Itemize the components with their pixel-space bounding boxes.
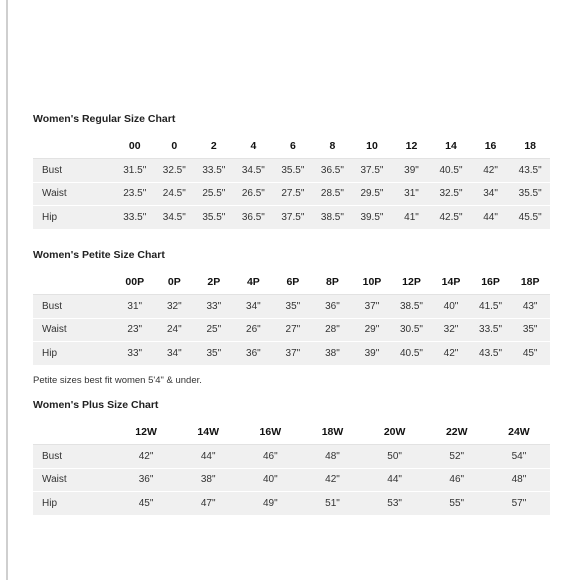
table-row — [33, 206, 550, 230]
table-row — [33, 445, 550, 469]
measure-cell: 36" — [313, 295, 353, 319]
plus-header-row — [33, 420, 550, 445]
petite-header-row — [33, 270, 550, 295]
measure-cell: 40.5" — [392, 342, 432, 366]
measure-cell: 36" — [115, 468, 177, 492]
row-label: Waist — [33, 318, 115, 342]
measure-cell: 24.5" — [155, 182, 195, 206]
size-header: 2 — [194, 134, 234, 159]
size-header: 12 — [392, 134, 432, 159]
left-border — [6, 0, 8, 580]
size-header: 20W — [364, 420, 426, 445]
measure-cell: 47" — [177, 492, 239, 516]
measure-cell: 36.5" — [234, 206, 274, 230]
size-header: 12P — [392, 270, 432, 295]
table-row — [33, 159, 550, 183]
measure-cell: 33" — [194, 295, 234, 319]
measure-cell: 35" — [194, 342, 234, 366]
size-header: 22W — [426, 420, 488, 445]
measure-cell: 37.5" — [273, 206, 313, 230]
measure-cell: 51" — [301, 492, 363, 516]
measure-cell: 33.5" — [115, 206, 155, 230]
size-header: 18W — [301, 420, 363, 445]
measure-cell: 38" — [313, 342, 353, 366]
measure-cell: 43" — [510, 295, 550, 319]
measure-cell: 31.5" — [115, 159, 155, 183]
size-header: 6 — [273, 134, 313, 159]
measure-cell: 40" — [431, 295, 471, 319]
measure-cell: 35.5" — [273, 159, 313, 183]
measure-cell: 41" — [392, 206, 432, 230]
measure-cell: 28" — [313, 318, 353, 342]
header-corner — [33, 134, 115, 159]
measure-cell: 31" — [115, 295, 155, 319]
measure-cell: 46" — [239, 445, 301, 469]
measure-cell: 35" — [510, 318, 550, 342]
measure-cell: 28.5" — [313, 182, 353, 206]
row-label: Hip — [33, 492, 115, 516]
measure-cell: 53" — [364, 492, 426, 516]
plus-size-table — [33, 420, 550, 516]
measure-cell: 34.5" — [155, 206, 195, 230]
measure-cell: 35.5" — [194, 206, 234, 230]
size-header: 14P — [431, 270, 471, 295]
measure-cell: 23.5" — [115, 182, 155, 206]
petite-fit-note: Petite sizes best fit women 5'4" & under. — [33, 374, 202, 386]
measure-cell: 36.5" — [313, 159, 353, 183]
size-header: 2P — [194, 270, 234, 295]
measure-cell: 33.5" — [471, 318, 511, 342]
size-header: 18P — [510, 270, 550, 295]
size-header: 14W — [177, 420, 239, 445]
size-header: 4 — [234, 134, 274, 159]
measure-cell: 34" — [471, 182, 511, 206]
measure-cell: 38.5" — [313, 206, 353, 230]
size-header: 0P — [155, 270, 195, 295]
measure-cell: 33.5" — [194, 159, 234, 183]
measure-cell: 32" — [155, 295, 195, 319]
petite-size-title: Women's Petite Size Chart — [33, 249, 165, 261]
measure-cell: 42.5" — [431, 206, 471, 230]
regular-size-table — [33, 134, 550, 230]
measure-cell: 46" — [426, 468, 488, 492]
measure-cell: 40.5" — [431, 159, 471, 183]
measure-cell: 33" — [115, 342, 155, 366]
size-header: 4P — [234, 270, 274, 295]
measure-cell: 39" — [352, 342, 392, 366]
plus-size-section — [33, 398, 550, 516]
measure-cell: 39" — [392, 159, 432, 183]
table-row — [33, 468, 550, 492]
measure-cell: 43.5" — [510, 159, 550, 183]
size-header: 00 — [115, 134, 155, 159]
measure-cell: 39.5" — [352, 206, 392, 230]
measure-cell: 55" — [426, 492, 488, 516]
petite-size-section — [33, 248, 550, 387]
table-row — [33, 492, 550, 516]
table-row — [33, 182, 550, 206]
measure-cell: 43.5" — [471, 342, 511, 366]
measure-cell: 29.5" — [352, 182, 392, 206]
measure-cell: 37" — [273, 342, 313, 366]
row-label: Hip — [33, 342, 115, 366]
size-header: 16P — [471, 270, 511, 295]
measure-cell: 57" — [488, 492, 550, 516]
table-row — [33, 295, 550, 319]
measure-cell: 42" — [431, 342, 471, 366]
regular-header-row — [33, 134, 550, 159]
measure-cell: 31" — [392, 182, 432, 206]
measure-cell: 37" — [352, 295, 392, 319]
size-header: 16W — [239, 420, 301, 445]
measure-cell: 37.5" — [352, 159, 392, 183]
row-label: Bust — [33, 445, 115, 469]
row-label: Waist — [33, 468, 115, 492]
measure-cell: 48" — [488, 468, 550, 492]
measure-cell: 27.5" — [273, 182, 313, 206]
measure-cell: 45" — [115, 492, 177, 516]
header-corner — [33, 270, 115, 295]
measure-cell: 26.5" — [234, 182, 274, 206]
plus-size-title: Women's Plus Size Chart — [33, 399, 159, 411]
measure-cell: 38" — [177, 468, 239, 492]
measure-cell: 44" — [471, 206, 511, 230]
size-header: 00P — [115, 270, 155, 295]
size-header: 12W — [115, 420, 177, 445]
measure-cell: 24" — [155, 318, 195, 342]
measure-cell: 44" — [364, 468, 426, 492]
measure-cell: 49" — [239, 492, 301, 516]
row-label: Bust — [33, 159, 115, 183]
measure-cell: 32.5" — [431, 182, 471, 206]
measure-cell: 27" — [273, 318, 313, 342]
measure-cell: 34" — [155, 342, 195, 366]
row-label: Hip — [33, 206, 115, 230]
size-header: 24W — [488, 420, 550, 445]
measure-cell: 30.5" — [392, 318, 432, 342]
measure-cell: 26" — [234, 318, 274, 342]
row-label: Bust — [33, 295, 115, 319]
petite-size-table — [33, 270, 550, 366]
measure-cell: 34" — [234, 295, 274, 319]
measure-cell: 48" — [301, 445, 363, 469]
measure-cell: 23" — [115, 318, 155, 342]
measure-cell: 52" — [426, 445, 488, 469]
size-header: 8P — [313, 270, 353, 295]
measure-cell: 29" — [352, 318, 392, 342]
measure-cell: 34.5" — [234, 159, 274, 183]
measure-cell: 36" — [234, 342, 274, 366]
measure-cell: 42" — [301, 468, 363, 492]
measure-cell: 25" — [194, 318, 234, 342]
measure-cell: 42" — [471, 159, 511, 183]
measure-cell: 35.5" — [510, 182, 550, 206]
measure-cell: 45.5" — [510, 206, 550, 230]
table-row — [33, 342, 550, 366]
size-header: 10 — [352, 134, 392, 159]
regular-size-title: Women's Regular Size Chart — [33, 113, 176, 125]
size-header: 18 — [510, 134, 550, 159]
measure-cell: 40" — [239, 468, 301, 492]
measure-cell: 50" — [364, 445, 426, 469]
regular-size-section — [33, 112, 550, 230]
header-corner — [33, 420, 115, 445]
measure-cell: 54" — [488, 445, 550, 469]
size-header: 16 — [471, 134, 511, 159]
size-header: 14 — [431, 134, 471, 159]
size-header: 10P — [352, 270, 392, 295]
measure-cell: 32.5" — [155, 159, 195, 183]
size-header: 0 — [155, 134, 195, 159]
row-label: Waist — [33, 182, 115, 206]
measure-cell: 41.5" — [471, 295, 511, 319]
measure-cell: 25.5" — [194, 182, 234, 206]
measure-cell: 38.5" — [392, 295, 432, 319]
size-header: 8 — [313, 134, 353, 159]
measure-cell: 35" — [273, 295, 313, 319]
size-header: 6P — [273, 270, 313, 295]
measure-cell: 45" — [510, 342, 550, 366]
table-row — [33, 318, 550, 342]
measure-cell: 32" — [431, 318, 471, 342]
measure-cell: 44" — [177, 445, 239, 469]
measure-cell: 42" — [115, 445, 177, 469]
